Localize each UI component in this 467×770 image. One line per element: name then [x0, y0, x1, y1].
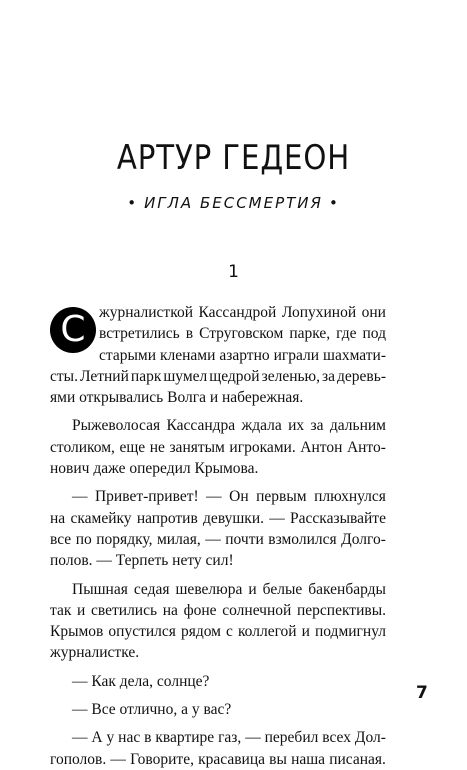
title-bullet-right: •	[328, 194, 340, 212]
text-line: нович даже опередил Крымова.	[50, 460, 259, 478]
text-line: — Привет-привет! — Он первым плюхнулся	[72, 488, 386, 506]
text-line: встретились в Струговском парке, где под	[99, 325, 386, 343]
title-bullet-left: •	[127, 194, 139, 212]
text-line: журналисткой Кассандрой Лопухиной они	[99, 304, 386, 321]
body-text	[50, 302, 386, 770]
text-line: — А у нас в квартире газ, — перебил всех Дол-	[72, 729, 386, 747]
text-line: полов. — Терпеть нету сил!	[50, 552, 234, 570]
book-title-text: ИГЛА БЕССМЕРТИЯ	[144, 194, 323, 212]
text-line: ями открывались Волга и набережная.	[50, 389, 304, 407]
text-line: журналистке.	[50, 644, 140, 662]
text-line: так и светились на фоне солнечной перспективы.	[50, 601, 386, 619]
text-line: сты. Летний парк шумел щедрой зеленью, за деревь-	[50, 367, 386, 385]
chapter-number: 1	[228, 262, 239, 282]
text-line: Рыжеволосая Кассандра ждала их за дальним	[72, 417, 386, 435]
text-line: Крымов опустился рядом с коллегой и подмигнул	[50, 623, 386, 641]
text-line: старыми кленами азартно играли шахмати-	[99, 346, 386, 364]
text-line: столиком, еще не занятым игроками. Антон Анто-	[50, 438, 386, 456]
text-line: гополов. — Говорите, красавица вы наша писаная.	[50, 750, 386, 768]
text-line: все по порядку, милая, — почти взмолился Долго-	[50, 530, 386, 548]
page-number: 7	[416, 683, 428, 703]
text-line: — Как дела, солнце?	[72, 672, 210, 690]
text-line: на скамейку напротив девушки. — Рассказывайте	[50, 509, 386, 527]
text-line: — Все отлично, а у вас?	[72, 701, 232, 719]
author-name: АРТУР ГЕДЕОН	[116, 138, 351, 178]
book-title	[0, 193, 467, 213]
drop-cap: С	[50, 307, 96, 353]
text-line: Пышная седая шевелюра и белые бакенбарды	[72, 580, 386, 598]
